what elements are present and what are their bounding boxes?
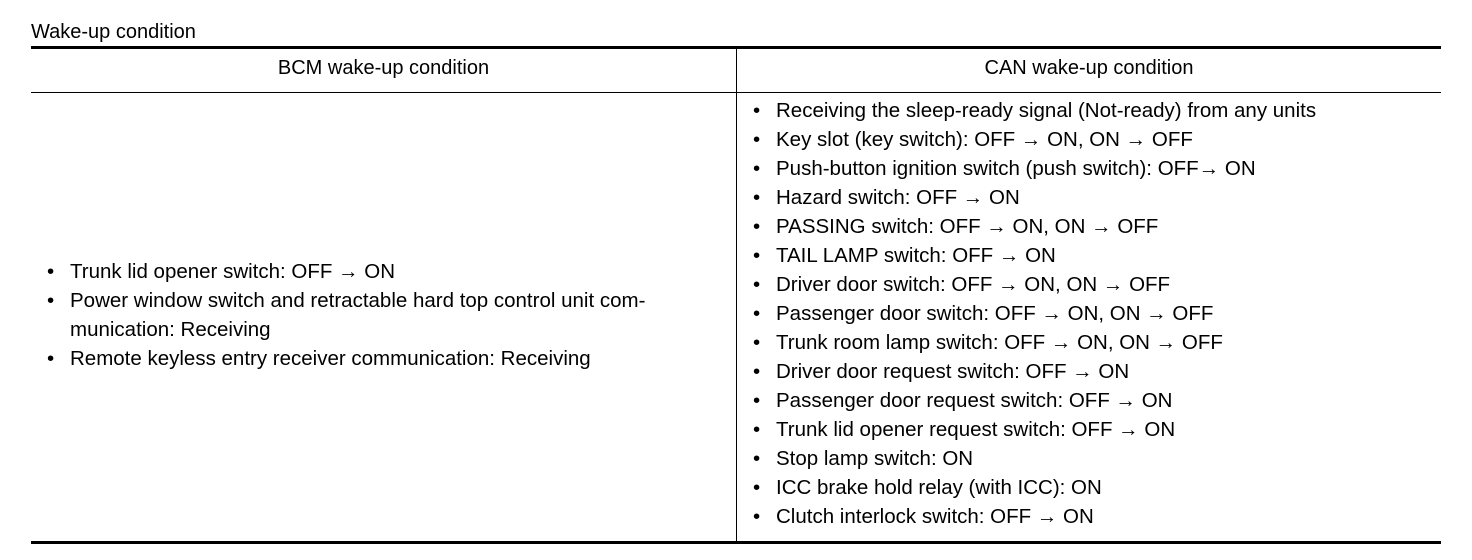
list-item [737,96,1441,125]
list-item [737,386,1441,415]
bullet: • [753,389,761,412]
bullet: • [753,505,761,528]
item-text: Passenger door request switch: OFF → ON [776,389,1173,412]
list-item [737,299,1441,328]
item-text: Receiving the sleep-ready signal (Not-ready) from any units [776,99,1317,122]
bullet: • [753,244,761,267]
bullet: • [753,273,761,296]
item-text: Driver door request switch: OFF → ON [776,360,1130,383]
list-item [737,502,1441,531]
can-condition-list [737,96,1441,531]
list-item [737,415,1441,444]
table-caption: Wake-up condition [31,21,196,43]
item-text: Trunk lid opener switch: OFF → ON [70,260,396,283]
header-divider [31,92,1441,93]
list-item [737,357,1441,386]
can-column-header: CAN wake-up condition [984,57,1194,79]
item-text: Power window switch and retractable hard top control unit com-munication: Receiving [70,289,646,341]
bullet: • [753,215,761,238]
item-text: PASSING switch: OFF → ON, ON → OFF [776,215,1159,238]
bullet: • [753,360,761,383]
item-text: Trunk room lamp switch: OFF → ON, ON → OFF [776,331,1223,354]
bullet: • [47,260,55,283]
item-text: Remote keyless entry receiver communication: Receiving [70,347,591,370]
item-text: Trunk lid opener request switch: OFF → ON [776,418,1176,441]
bullet: • [753,476,761,499]
bullet: • [47,347,55,370]
item-text: Push-button ignition switch (push switch): OFF→ ON [776,157,1256,180]
bullet: • [47,289,55,312]
item-text: Clutch interlock switch: OFF → ON [776,505,1094,528]
item-text: Hazard switch: OFF → ON [776,186,1020,209]
item-text: Key slot (key switch): OFF → ON, ON → OFF [776,128,1193,151]
list-item [737,241,1441,270]
bullet: • [753,447,761,470]
bullet: • [753,128,761,151]
bullet: • [753,186,761,209]
bullet: • [753,99,761,122]
item-text: Driver door switch: OFF → ON, ON → OFF [776,273,1171,296]
list-item [737,212,1441,241]
list-item [737,125,1441,154]
list-item [737,328,1441,357]
bullet: • [753,302,761,325]
bullet: • [753,418,761,441]
list-item [737,154,1441,183]
list-item [737,444,1441,473]
wake-up-condition-table [31,46,1441,544]
list-item [31,257,731,286]
list-item [737,473,1441,502]
bcm-column-header: BCM wake-up condition [277,57,490,79]
bullet: • [753,331,761,354]
item-text: TAIL LAMP switch: OFF → ON [776,244,1056,267]
list-item [31,344,731,373]
list-item [737,183,1441,212]
item-text: Stop lamp switch: ON [776,447,974,470]
bullet: • [753,157,761,180]
bcm-condition-list [31,257,731,373]
item-text: ICC brake hold relay (with ICC): ON [776,476,1102,499]
list-item [737,270,1441,299]
list-item [31,286,731,344]
item-text: Passenger door switch: OFF → ON, ON → OFF [776,302,1214,325]
